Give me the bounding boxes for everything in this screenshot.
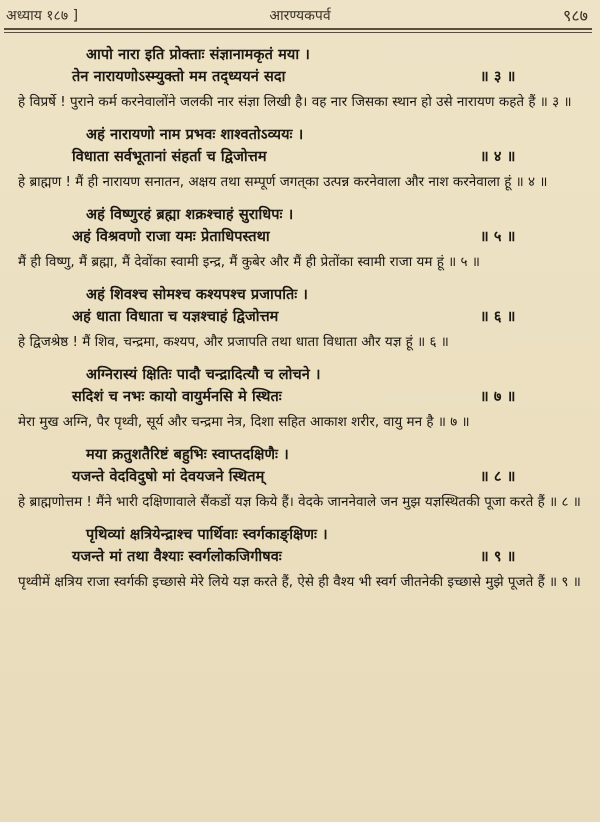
- verse-number: ॥ ४ ॥: [480, 149, 516, 165]
- hindi-translation: हे ब्राह्मण ! मैं ही नारायण सनातन, अक्षय तथा सम्पूर्ण जगत्‌का उत्पन्न करनेवाला और नाश करनेवाला हूं ॥ ४ ॥: [18, 174, 548, 190]
- page-body: [0, 44, 600, 604]
- verse-line: [0, 66, 600, 88]
- verse-number: ॥ ३ ॥: [480, 69, 516, 85]
- verse-block: [0, 364, 600, 434]
- verse-number: ॥ ६ ॥: [480, 309, 516, 325]
- verse-block: [0, 524, 600, 594]
- verse-block: [0, 44, 600, 114]
- verse-line: [0, 306, 600, 328]
- hindi-translation: हे विप्रर्षे ! पुराने कर्म करनेवालोंने जलकी नार संज्ञा लिखी है। वह नार जिसका स्थान हो उसे नारायण कहते हैं ॥ ३ ॥: [18, 94, 572, 110]
- verse-line: [0, 146, 600, 168]
- chapter-label: अध्याय १८७ ]: [6, 8, 79, 24]
- verse-block: [0, 284, 600, 354]
- verse-line-text: अहं विश्रवणो राजा यमः प्रेताधिपस्तथा: [72, 229, 270, 245]
- verse-line: [0, 546, 600, 568]
- verse-line: अहं नारायणो नाम प्रभवः शाश्वतोऽव्ययः ।: [86, 127, 304, 143]
- sanskrit-verse: [0, 524, 600, 568]
- verse-number: ॥ ५ ॥: [480, 229, 516, 245]
- verse-line-text: अहं धाता विधाता च यज्ञश्चाहं द्विजोत्तम: [72, 309, 279, 325]
- verse-line: [0, 466, 600, 488]
- verse-line-text: यजन्ते वेदविदुषो मां देवयजने स्थितम्: [72, 469, 265, 485]
- hindi-translation: मैं ही विष्णु, मैं ब्रह्मा, मैं देवोंका स्वामी इन्द्र, मैं कुबेर और मैं ही प्रेतोंका स्वामी राजा यम हूं ॥ ५ ॥: [18, 254, 480, 270]
- sanskrit-verse: [0, 444, 600, 488]
- verse-number: ॥ ९ ॥: [480, 549, 516, 565]
- verse-line: [0, 386, 600, 408]
- book-title: आरण्यकपर्व: [269, 8, 331, 24]
- verse-line-text: विधाता सर्वभूतानां संहर्ता च द्विजोत्तम: [72, 149, 267, 165]
- hindi-translation: हे ब्राह्मणोत्तम ! मैंने भारी दक्षिणावाले सैंकडों यज्ञ किये हैं। वेदके जाननेवाले जन मुझ यज्ञस्थितकी पूजा करते हैं ॥ ८ ॥: [18, 494, 581, 510]
- sanskrit-verse: [0, 44, 600, 88]
- sanskrit-verse: [0, 124, 600, 168]
- hindi-translation: हे द्विजश्रेष्ठ ! मैं शिव, चन्द्रमा, कश्यप, और प्रजापति तथा धाता विधाता और यज्ञ हूं ॥ ६ ॥: [18, 334, 449, 350]
- verse-line: [0, 226, 600, 248]
- verse-block: [0, 444, 600, 514]
- sanskrit-verse: [0, 204, 600, 248]
- verse-line: अहं विष्णुरहं ब्रह्मा शक्रश्चाहं सुराधिपः ।: [86, 207, 294, 223]
- verse-number: ॥ ८ ॥: [480, 469, 516, 485]
- verse-line: अहं शिवश्च सोमश्च कश्यपश्च प्रजापतिः ।: [86, 287, 309, 303]
- verse-line: आपो नारा इति प्रोक्ताः संज्ञानामकृतं मया ।: [86, 47, 310, 63]
- verse-line: पृथिव्यां क्षत्रियेन्द्राश्च पार्थिवाः स्वर्गकाङ्क्षिणः ।: [86, 527, 328, 543]
- verse-block: [0, 124, 600, 194]
- verse-line-text: यजन्ते मां तथा वैश्याः स्वर्गलोकजिगीषवः: [72, 549, 282, 565]
- verse-number: ॥ ७ ॥: [480, 389, 516, 405]
- sanskrit-verse: [0, 364, 600, 408]
- verse-line-text: सदिशं च नभः कायो वायुर्मनसि मे स्थितः: [72, 389, 282, 405]
- page-number: ९८७: [563, 6, 588, 25]
- sanskrit-verse: [0, 284, 600, 328]
- hindi-translation: पृथ्वीमें क्षत्रिय राजा स्वर्गकी इच्छासे मेरे लिये यज्ञ करते हैं, ऐसे ही वैश्य भी स्वर्ग जीतनेकी इच्छासे मुझे पूजते हैं ॥ ९ ॥: [18, 574, 581, 590]
- verse-line-text: तेन नारायणोऽस्म्युक्तो मम तद्‌ध्ययनं सदा: [72, 69, 286, 85]
- page-header: [0, 0, 600, 30]
- verse-line: मया क्रतुशतैरिष्टं बहुभिः स्वाप्तदक्षिणैः ।: [86, 447, 289, 463]
- header-rule: [4, 28, 592, 33]
- verse-block: [0, 204, 600, 274]
- verse-line: अग्निरास्यं क्षितिः पादौ चन्द्रादित्यौ च लोचने ।: [86, 367, 321, 383]
- hindi-translation: मेरा मुख अग्नि, पैर पृथ्वी, सूर्य और चन्द्रमा नेत्र, दिशा सहित आकाश शरीर, वायु मन है ॥ ७ ॥: [18, 414, 470, 430]
